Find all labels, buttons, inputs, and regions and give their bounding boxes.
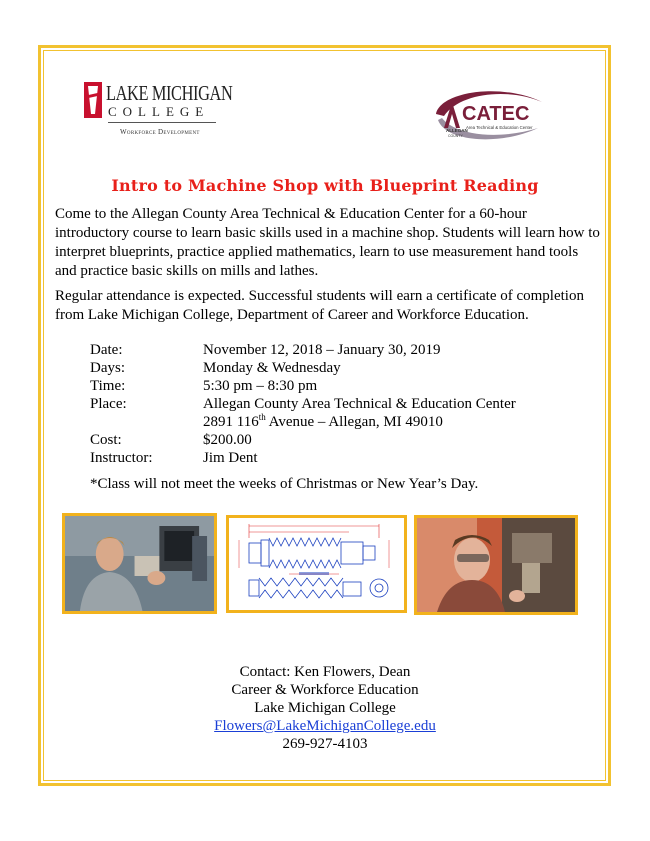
place-label: Place: [90,396,127,412]
detail-row-time [90,377,516,395]
catec-prefix2: COUNTY [448,134,463,138]
photo-student-mill [414,515,578,615]
contact-email-link[interactable]: Flowers@LakeMichiganCollege.edu [214,718,436,734]
place-value: Allegan County Area Technical & Education Center [203,396,516,412]
catec-subtitle: Area Technical & Education Center [466,125,533,130]
address-rest: Avenue – Allegan, MI 49010 [265,414,443,430]
lmc-college: COLLEGE [108,104,210,119]
lmc-logo [84,81,233,144]
date-value: November 12, 2018 – January 30, 2019 [203,342,441,358]
contact-phone: 269-927-4103 [282,736,368,752]
time-value: 5:30 pm – 8:30 pm [203,378,318,394]
detail-row-instructor [90,449,516,467]
description-paragraph: Come to the Allegan County Area Technical & Education Center for a 60-hour introductory course to learn basic skills used in a machine shop. Students will learn how to interpret blueprints, practice applied mathematics, learn to use measurement hand tools and practice basic skills on mills and lathes. [55,206,600,279]
detail-row-address [90,413,516,431]
address-ordinal: th [258,412,266,422]
cost-value: $200.00 [203,432,252,448]
cost-label: Cost: [90,432,122,448]
course-details [90,341,516,467]
date-label: Date: [90,342,123,358]
photo-student-machine [62,513,217,614]
contact-block [0,663,650,753]
catec-prefix: ALLEGAN [446,128,468,133]
catec-name: CATEC [462,103,530,125]
time-label: Time: [90,378,126,394]
schedule-note: *Class will not meet the weeks of Christmas or New Year’s Day. [90,476,479,492]
address-value [203,413,443,431]
contact-name: Contact: Ken Flowers, Dean [239,664,411,680]
detail-row-date [90,341,516,359]
instructor-value: Jim Dent [203,450,258,466]
course-title: Intro to Machine Shop with Blueprint Reading [111,176,539,195]
catec-logo [430,84,546,144]
instructor-label: Instructor: [90,450,153,466]
detail-row-cost [90,431,516,449]
lmc-subtitle: Workforce Development [120,128,200,136]
contact-department: Career & Workforce Education [231,682,419,698]
photo-blueprint [226,515,407,613]
days-label: Days: [90,360,125,376]
lmc-name: LAKE MICHIGAN [106,81,233,105]
lmc-lighthouse-icon [84,82,102,118]
detail-row-days [90,359,516,377]
lmc-divider [108,122,216,123]
detail-row-place [90,395,516,413]
days-value: Monday & Wednesday [203,360,341,376]
address-number: 2891 116 [203,414,259,430]
attendance-paragraph: Regular attendance is expected. Successful students will earn a certificate of completion from Lake Michigan College, Department of Career and Workforce Education. [55,288,584,323]
contact-college: Lake Michigan College [254,700,396,716]
